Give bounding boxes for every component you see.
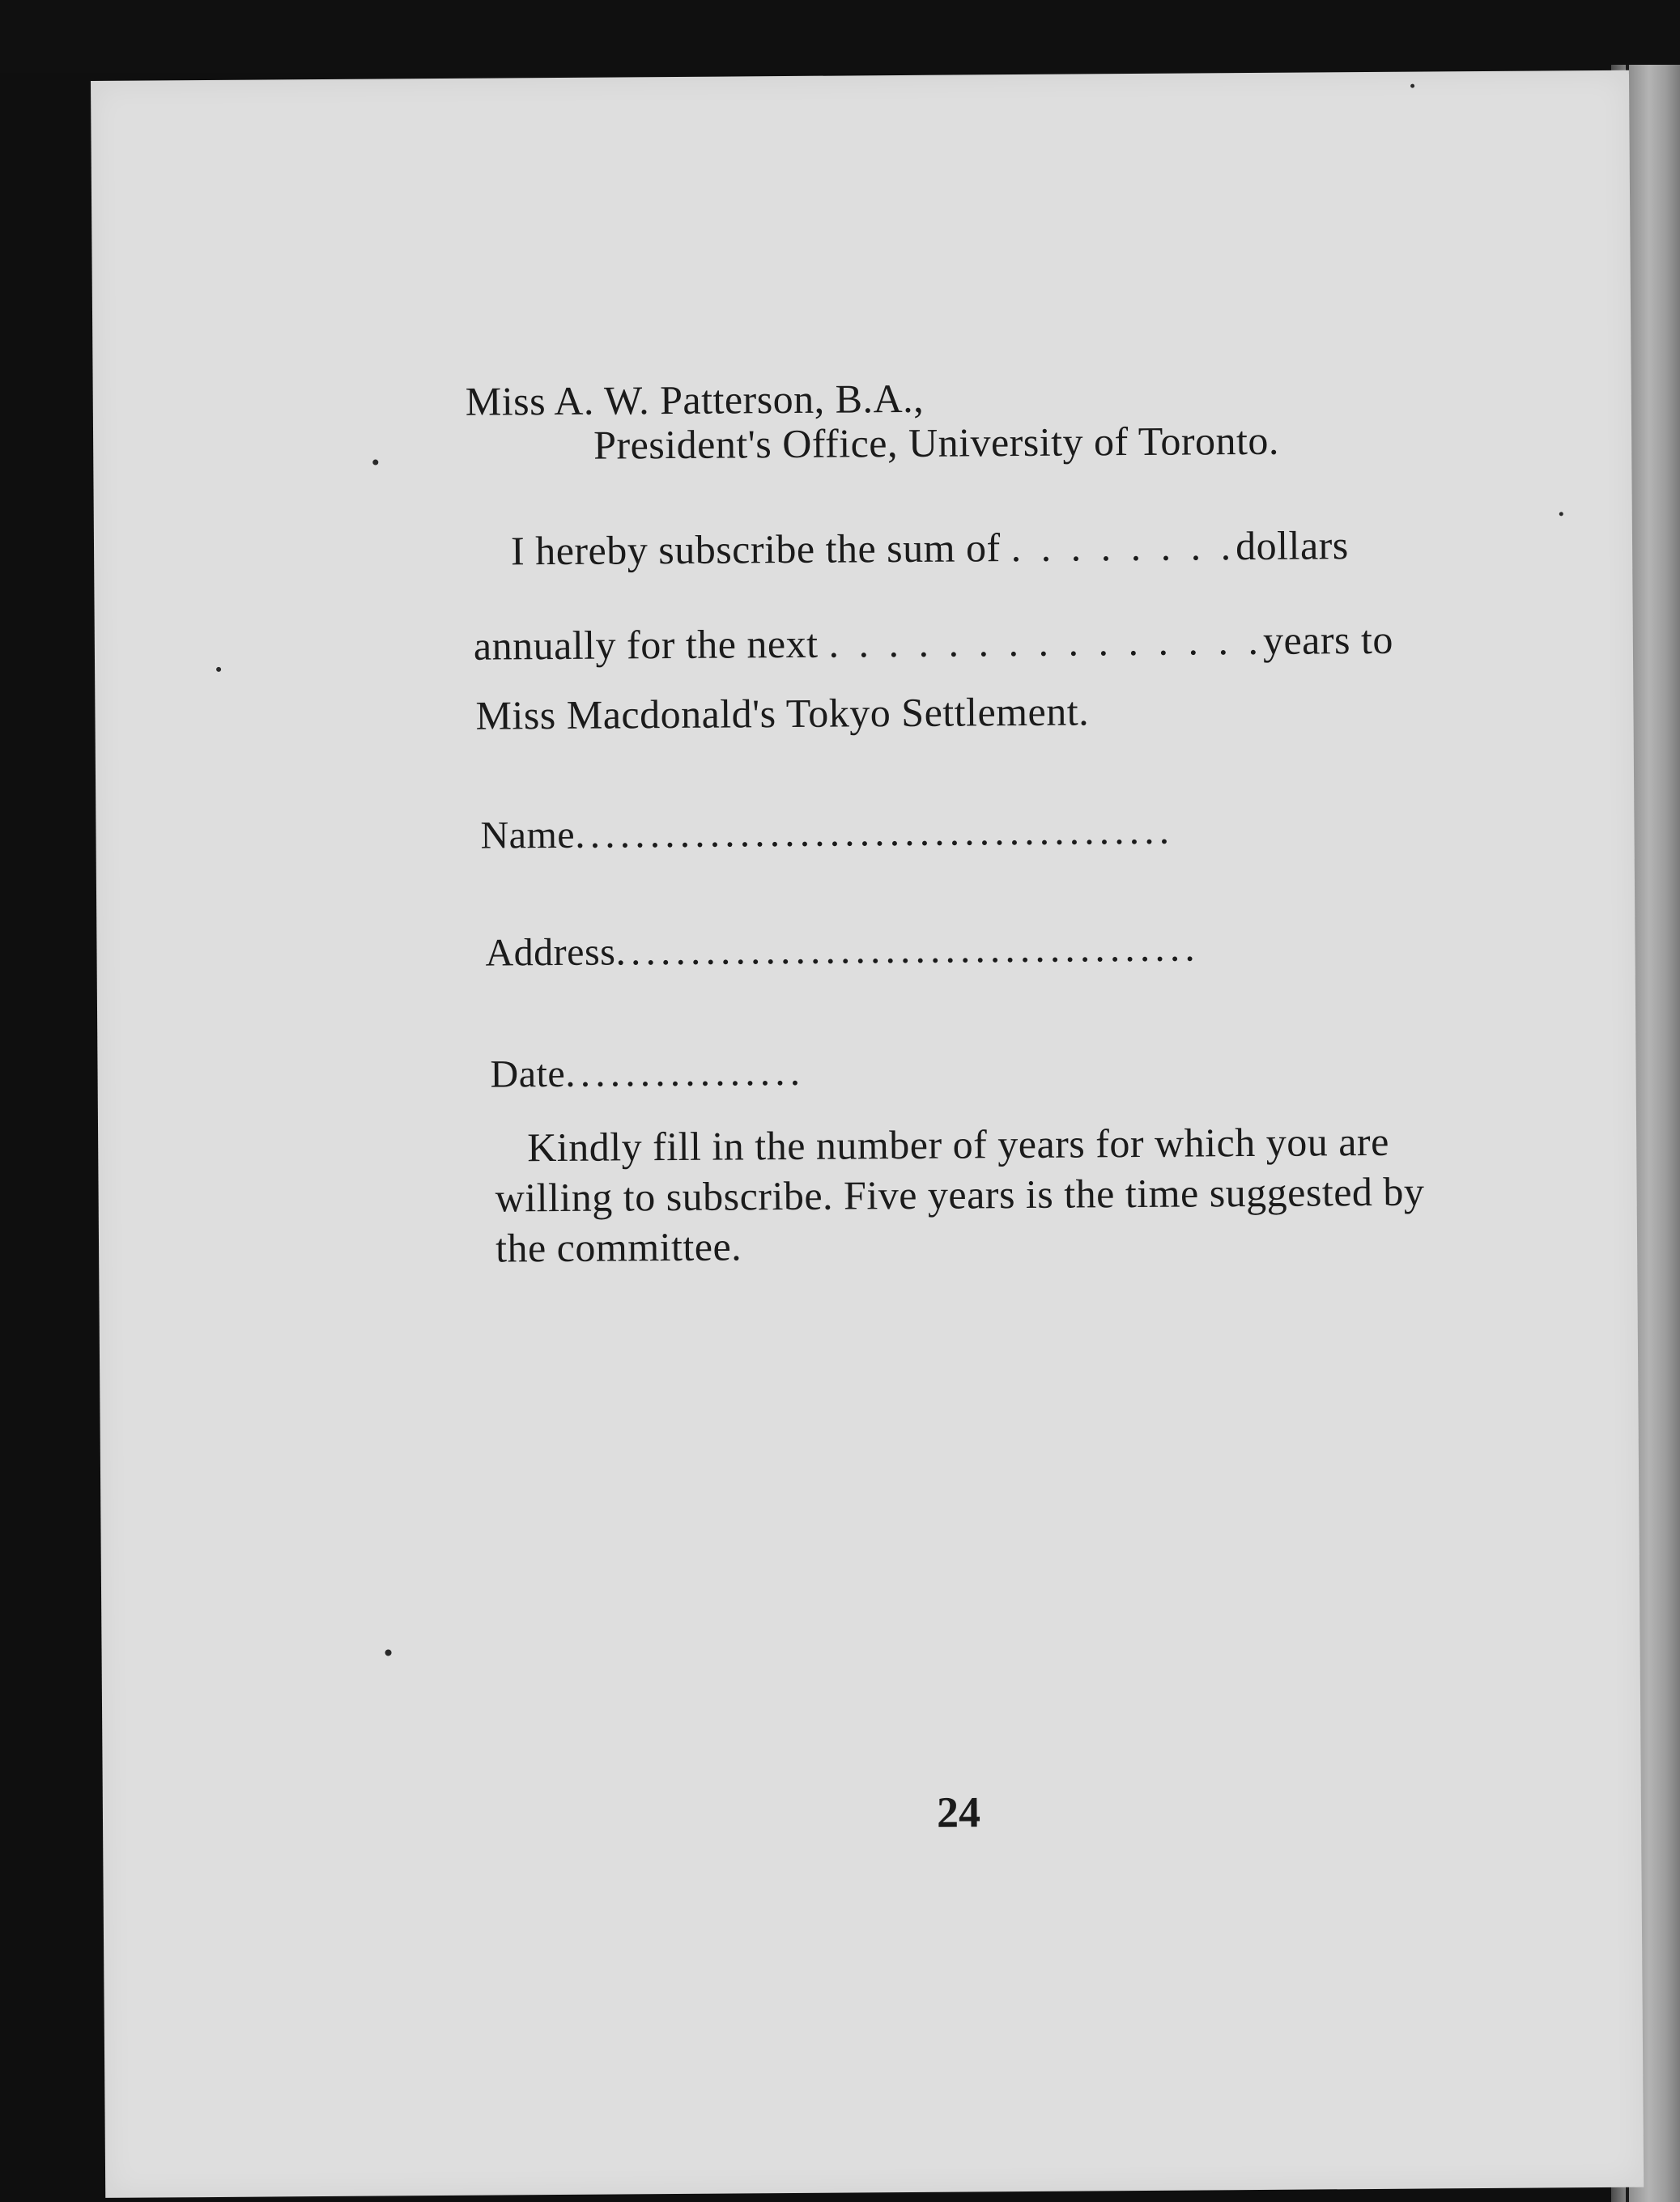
- speck: [1559, 512, 1563, 516]
- page-number: 24: [936, 1788, 981, 1837]
- years-to-label: years to: [1262, 616, 1394, 663]
- addressee-office: President's Office, University of Toronto.: [593, 417, 1280, 468]
- speck: [385, 1649, 392, 1656]
- pledge-recipient: Miss Macdonald's Tokyo Settlement.: [475, 688, 1090, 738]
- date-field[interactable]: ................: [564, 1048, 806, 1095]
- pledge-annually: annually for the next: [473, 620, 819, 669]
- currency-label: dollars: [1235, 522, 1349, 569]
- address-line: [485, 923, 1200, 975]
- document-page: [91, 70, 1644, 2198]
- instruction-note: Kindly fill in the number of years for which you are willing to subscribe. Five years is the time suggested by the committee.: [495, 1118, 1425, 1271]
- speck: [1410, 84, 1414, 88]
- address-label: Address: [485, 930, 616, 975]
- date-line: [490, 1048, 805, 1097]
- pledge-line-amount: [511, 521, 1349, 574]
- name-label: Name: [480, 813, 576, 857]
- pledge-intro: I hereby subscribe the sum of: [510, 525, 1001, 574]
- amount-field[interactable]: . . . . . . . .: [1010, 523, 1236, 571]
- name-field[interactable]: ........................................: [574, 806, 1175, 857]
- speck: [372, 460, 378, 465]
- date-label: Date: [490, 1052, 566, 1096]
- pledge-line-years: [474, 616, 1393, 670]
- address-field[interactable]: .......................................: [615, 924, 1201, 974]
- scan-border-top: [0, 0, 1680, 73]
- addressee-name: Miss A. W. Patterson, B.A.,: [465, 375, 925, 424]
- speck: [216, 667, 221, 672]
- name-line: [480, 806, 1174, 858]
- years-field[interactable]: . . . . . . . . . . . . . . .: [828, 617, 1264, 666]
